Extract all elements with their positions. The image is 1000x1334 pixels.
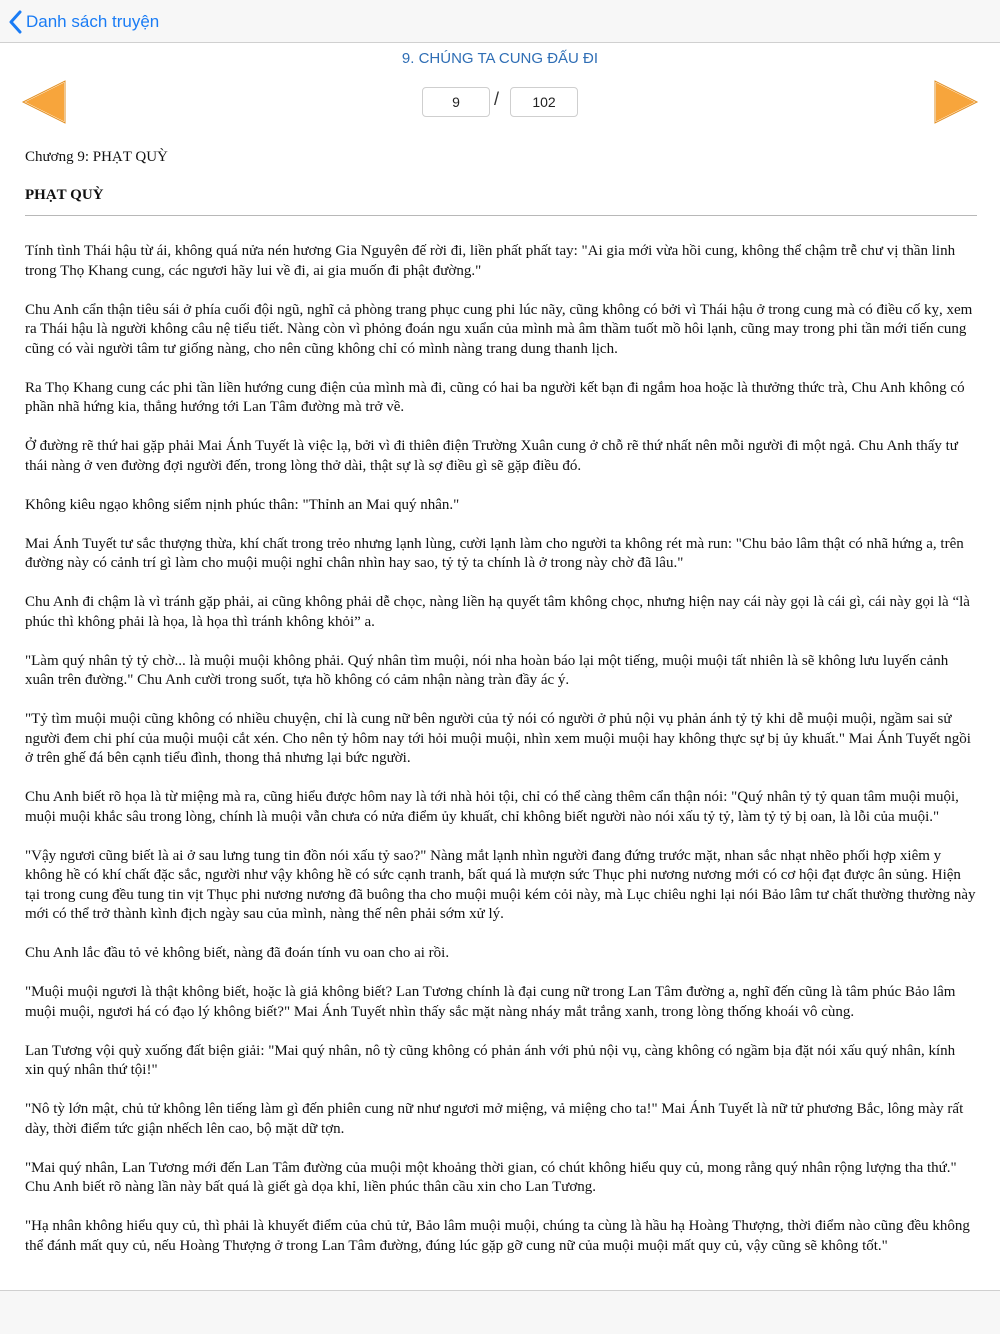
- paragraph: "Hạ nhân không hiểu quy củ, thì phải là khuyết điểm của chủ tử, Bảo lâm muội muội, chúng ta cùng là hầu hạ Hoàng Thượng, thời điểm nào cũng đều không thể đánh mất quy củ, nếu Hoàng Thượng ở trong Lan Tâm đường, đúng lúc gặp gỡ cung nữ của muội muội mất quy củ, vậy cũng sẽ không tốt.": [25, 1218, 970, 1254]
- arrow-right-icon: [932, 113, 980, 130]
- paragraph: Chu Anh đi chậm là vì tránh gặp phải, ai cũng không phải dễ chọc, nàng liền hạ quyết tâm không chọc, nhưng hiện nay cái này gọi là cái gì, cái này gọi là “là phúc thì không phải là họa, là họa thì tránh không khỏi” a.: [25, 594, 970, 630]
- paragraph: "Vậy ngươi cũng biết là ai ở sau lưng tung tin đồn nói xấu tỷ sao?" Nàng mắt lạnh nhìn người đang đứng trước mặt, nhan sắc nhạt nhẽo phối hợp xiêm y không hề có khí chất đặc sắc, người như vậy không hề có sức cạnh tranh, bất quá là mượn sức Thục phi nương nương mới có cơ hội đạt được ân sủng. Hiện tại trong cung đều tung tin vịt Thục phi nương nương đã buông tha cho muội muội kém cỏi này, mà Lục chiêu nghi lại nói Bảo lâm tư chất thường thường này mới có thể trở thành kình địch ngày sau của mình, nàng thế nên phải sớm xử lý.: [25, 847, 976, 922]
- paragraph: Chu Anh cẩn thận tiêu sái ở phía cuối đội ngũ, nghĩ cả phòng trang phục cung phi lúc nãy, cũng không có bởi vì Thái hậu ở trong cung mà có điều cố kỵ, xem ra Thái hậu là người không câu nệ tiểu tiết. Nàng còn vì phỏng đoán ngu xuẩn của mình mà âm thầm tuốt mồ hôi lạnh, cũng may trong phi tần mới tiến cung cũng có vài người tâm tư giống nàng, cho nên cũng không chỉ có mình nàng trang dung thanh lịch.: [25, 301, 973, 357]
- chapter-content[interactable]: [25, 147, 977, 1269]
- next-chapter-button[interactable]: [932, 78, 980, 126]
- arrow-left-icon: [20, 113, 68, 130]
- navigation-bar: [0, 0, 1000, 43]
- page-separator: /: [494, 89, 500, 109]
- chapter-paragraphs: [25, 242, 977, 1256]
- paragraph: Mai Ánh Tuyết tư sắc thượng thừa, khí chất trong trẻo nhưng lạnh lùng, cười lạnh làm cho người ta không rét mà run: "Chu bảo lâm thật có nhã hứng a, trên đường này có cảnh trí gì làm cho muội muội nghỉ chân nhìn hay sao, tỷ tỷ ta chính là ở trong này chờ đã lâu.": [25, 535, 964, 571]
- paragraph: Chu Anh biết rõ họa là từ miệng mà ra, cũng hiểu được hôm nay là tới nhà hỏi tội, chỉ có thể càng thêm cẩn thận nói: "Quý nhân tỷ tỷ quan tâm muội muội, muội muội khắc sâu trong lòng, chính là muội vẫn chưa có nửa điểm ủy khuất, chỉ không biết người nào nói xấu tỷ tỷ, làm tỷ tỷ bị oan, là lỗi của muội.": [25, 789, 959, 825]
- chapter-heading: PHẠT QUỲ: [25, 185, 977, 216]
- back-button-label: Danh sách truyện: [26, 12, 160, 31]
- chapter-subtitle: Chương 9: PHẠT QUỲ: [25, 149, 168, 165]
- paragraph: "Tỷ tìm muội muội cũng không có nhiều chuyện, chỉ là cung nữ bên người của tỷ nói có người ở phủ nội vụ phản ánh tỷ tỷ khi dễ muội muội, ngầm sai sử người đem chi phí của muội muội cắt xén. Cho nên tỷ hôm nay tới hỏi muội muội, nhìn xem muội muội hay không thực sự bị ủy khuất." Mai Ánh Tuyết ngồi ở trên ghế đá bên cạnh tiểu đình, thong thả nhưng lại bức người.: [25, 711, 971, 766]
- chevron-left-icon: [8, 10, 26, 34]
- paragraph: "Làm quý nhân tỷ tỷ chờ... là muội muội không phải. Quý nhân tìm muội, nói nha hoàn báo lại một tiếng, muội muội tất nhiên là sẽ không lưu luyến cảnh xuân trên đường." Chu Anh cười trong suốt, tựa hồ không có cảm nhận nàng tràn đầy ác ý.: [25, 652, 949, 688]
- paragraph: Lan Tương vội quỳ xuống đất biện giải: "Mai quý nhân, nô tỳ cũng không có phản ánh với phủ nội vụ, càng không có ngầm bịa đặt nói xấu quý nhân, kính xin quý nhân thứ tội!": [25, 1042, 956, 1078]
- paragraph: "Mai quý nhân, Lan Tương mới đến Lan Tâm đường của muội một khoảng thời gian, có chút không hiểu quy củ, mong rằng quý nhân rộng lượng tha thứ." Chu Anh biết rõ nàng lần này bất quá là giết gà dọa khỉ, liền phúc thân cầu xin cho Lan Tương.: [25, 1159, 957, 1195]
- paragraph: Ra Thọ Khang cung các phi tần liền hướng cung điện của mình mà đi, cũng có hai ba người kết bạn đi ngắm hoa hoặc là thưởng thức trà, Chu Anh không có phần nhã hứng kia, thẳng hướng tới Lan Tâm đường mà trở về.: [25, 379, 965, 415]
- current-page-input[interactable]: [422, 87, 490, 117]
- bottom-toolbar: [0, 1290, 1000, 1334]
- paragraph: "Muội muội ngươi là thật không biết, hoặc là giả không biết? Lan Tương chính là đại cung nữ trong Lan Tâm đường a, nghĩ đến cũng là tâm phúc Bảo lâm muội muội, ngươi há có đạo lý không biết?" Mai Ánh Tuyết nhìn thấy sắc mặt nàng nháy mắt trắng xanh, trong lòng thống khoái vô cùng.: [25, 984, 956, 1020]
- paragraph: Không kiêu ngạo không siểm nịnh phúc thân: "Thỉnh an Mai quý nhân.": [25, 496, 460, 513]
- back-button[interactable]: [8, 8, 159, 36]
- chapter-title: 9. CHÚNG TA CUNG ĐẤU ĐI: [401, 50, 599, 67]
- previous-chapter-button[interactable]: [20, 78, 68, 126]
- paragraph: Tính tình Thái hậu từ ái, không quá nửa nén hương Gia Nguyên đế rời đi, liền phất phất tay: "Ai gia mới vừa hồi cung, không thể chậm trễ chư vị thần linh trong Thọ Khang cung, các ngươi hãy lui về đi, ai gia muốn đi phật đường.": [25, 243, 956, 279]
- total-pages-field: [510, 87, 578, 117]
- paragraph: Chu Anh lắc đầu tỏ vẻ không biết, nàng đã đoán tính vu oan cho ai rồi.: [25, 945, 450, 961]
- paragraph: "Nô tỳ lớn mật, chủ tử không lên tiếng làm gì đến phiên cung nữ như ngươi mở miệng, vả miệng cho ta!" Mai Ánh Tuyết là nữ tử phương Bắc, lông mày rất dày, thời điểm tức giận nhếch lên cao, bộ mặt dữ tợn.: [25, 1101, 964, 1137]
- paragraph: Ở đường rẽ thứ hai gặp phải Mai Ánh Tuyết là việc lạ, bởi vì đi thiên điện Trường Xuân cung ở chỗ rẽ thứ nhất nên mỗi người đi một ngả. Chu Anh thấy tư thái nàng ở ven đường đợi người đến, trong lòng thở dài, thật sự là sợ điều gì sẽ gặp điều đó.: [25, 438, 958, 474]
